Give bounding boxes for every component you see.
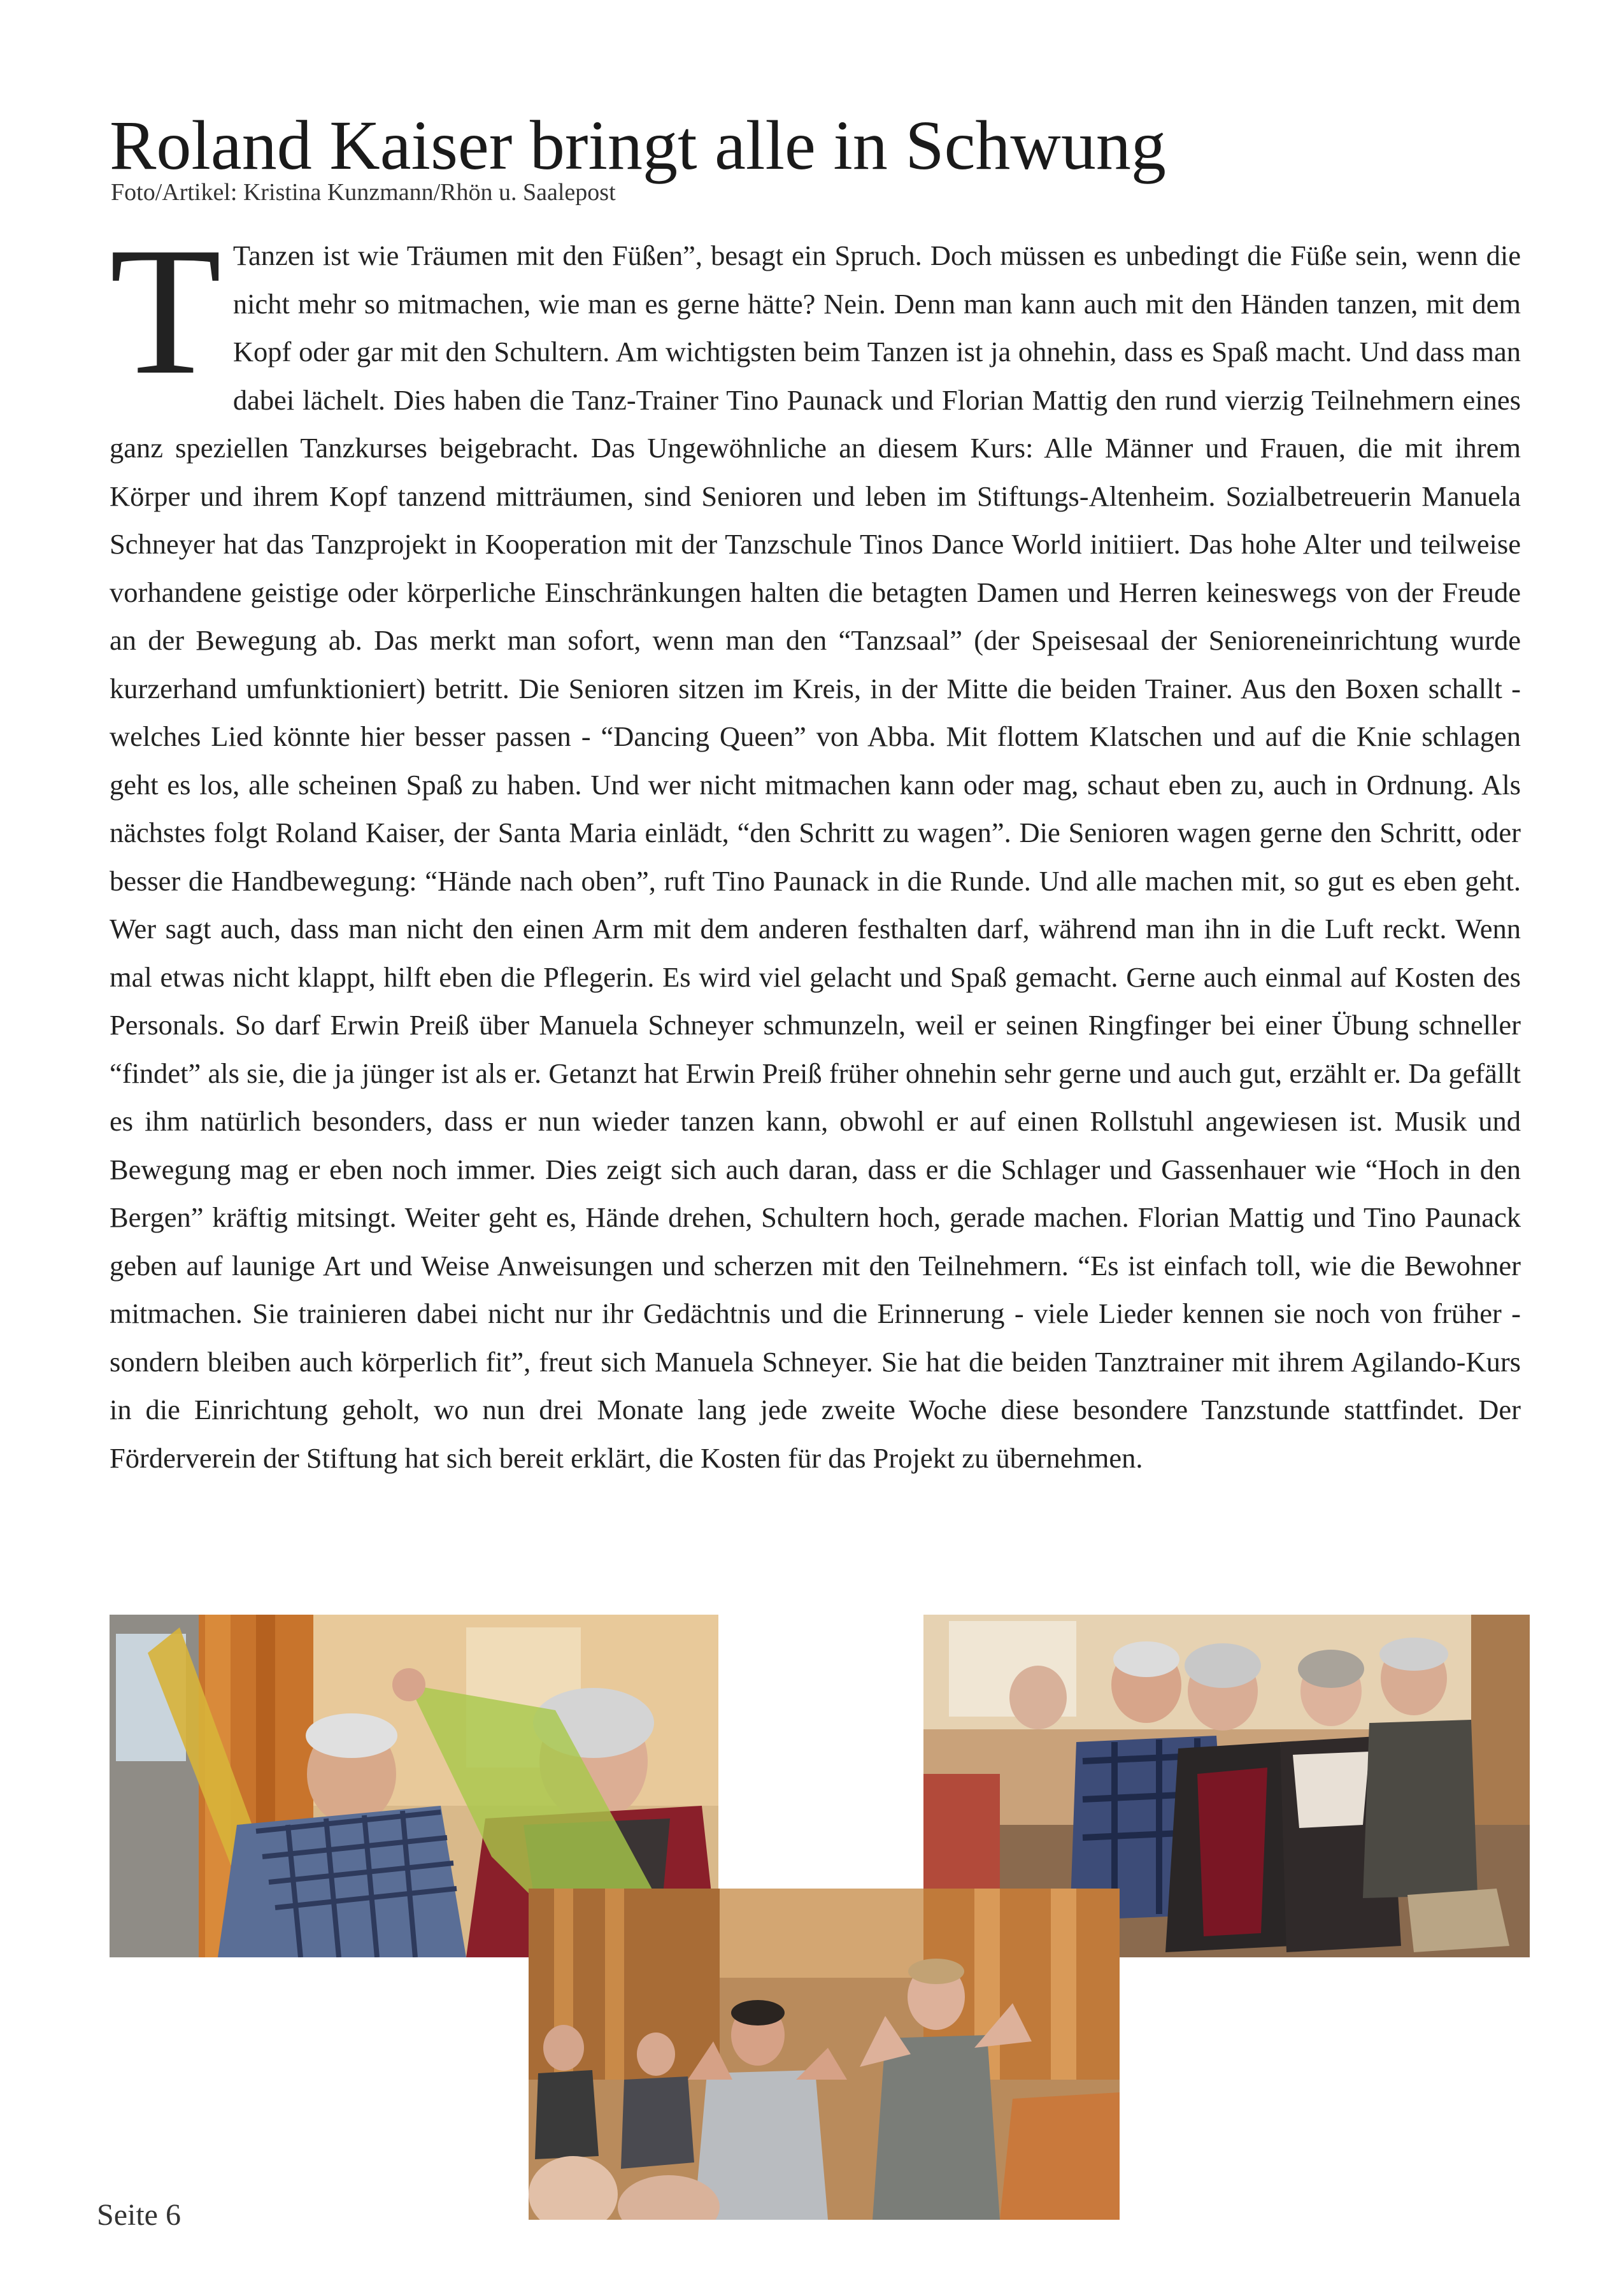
article-body	[110, 210, 1521, 1482]
drop-cap: T	[110, 210, 222, 413]
article-credit: Foto/Artikel: Kristina Kunzmann/Rhön u. Saalepost	[111, 179, 616, 206]
page-number: Seite 6	[97, 2198, 181, 2232]
photo-dance-trainers	[529, 1889, 1120, 2220]
article-text: Tanzen ist wie Träumen mit den Füßen”, besagt ein Spruch. Doch müssen es unbedingt die Füße sein, wenn die nicht mehr so mitmachen, wie man es gerne hätte? Nein. Denn man kann auch mit den Händen tanzen, mit dem Kopf oder gar mit den Schultern. Am wichtigsten beim Tanzen ist ja ohnehin, dass es Spaß macht. Und dass man dabei lächelt. Dies haben die Tanz-Trainer Tino Paunack und Florian Mattig den rund vierzig Teilnehmern eines ganz speziellen Tanzkurses beigebracht. Das Ungewöhnliche an diesem Kurs: Alle Männer und Frauen, die mit ihrem Körper und ihrem Kopf tanzend mitträumen, sind Senioren und leben im Stiftungs-Altenheim. Sozialbetreuerin Manuela Schneyer hat das Tanzprojekt in Kooperation mit der Tanzschule Tinos Dance World initiiert. Das hohe Alter und teilweise vorhandene geistige oder körperliche Einschränkungen halten die betagten Damen und Herren keineswegs von der Freude an der Bewegung ab. Das merkt man sofort, wenn man den “Tanzsaal” (der Speisesaal der Senioreneinrichtung wurde kurzerhand umfunktioniert) betritt. Die Senioren sitzen im Kreis, in der Mitte die beiden Trainer. Aus den Boxen schallt - welches Lied könnte hier besser passen - “Dancing Queen” von Abba. Mit flottem Klatschen und auf die Knie schlagen geht es los, alle scheinen Spaß zu haben. Und wer nicht mitmachen kann oder mag, schaut eben zu, auch in Ordnung. Als nächstes folgt Roland Kaiser, der Santa Maria einlädt, “den Schritt zu wagen”. Die Senioren wagen gerne den Schritt, oder besser die Handbewegung: “Hände nach oben”, ruft Tino Paunack in die Runde. Und alle machen mit, so gut es eben geht. Wer sagt auch, dass man nicht den einen Arm mit dem anderen festhalten darf, während man ihn in die Luft reckt. Wenn mal etwas nicht klappt, hilft eben die Pflegerin. Es wird viel gelacht und Spaß gemacht. Gerne auch einmal auf Kosten des Personals. So darf Erwin Preiß über Manuela Schneyer schmunzeln, weil er seinen Ringfinger bei einer Übung schneller “findet” als sie, die ja jünger ist als er. Getanzt hat Erwin Preiß früher ohnehin sehr gerne und auch gut, erzählt er. Da gefällt es ihm natürlich besonders, dass er nun wieder tanzen kann, obwohl er auf einen Rollstuhl angewiesen ist. Musik und Bewegung mag er eben noch immer. Dies zeigt sich auch daran, dass er die Schlager und Gassenhauer wie “Hoch in den Bergen” kräftig mitsingt. Weiter geht es, Hände drehen, Schultern hoch, gerade machen. Florian Mattig und Tino Paunack geben auf launige Art und Weise Anweisungen und scherzen mit den Teilnehmern. “Es ist einfach toll, wie die Bewohner mitmachen. Sie trainieren dabei nicht nur ihr Gedächtnis und die Erinnerung - viele Lieder kennen sie noch von früher - sondern bleiben auch körperlich fit”, freut sich Manuela Schneyer. Sie hat die beiden Tanztrainer mit ihrem Agilando-Kurs in die Einrichtung geholt, wo nun drei Monate lang jede zweite Woche diese besondere Tanzstunde stattfindet. Der Förderverein der Stiftung hat sich bereit erklärt, die Kosten für das Projekt zu übernehmen.	[110, 239, 1521, 1474]
article-title: Roland Kaiser bringt alle in Schwung	[110, 106, 1166, 184]
